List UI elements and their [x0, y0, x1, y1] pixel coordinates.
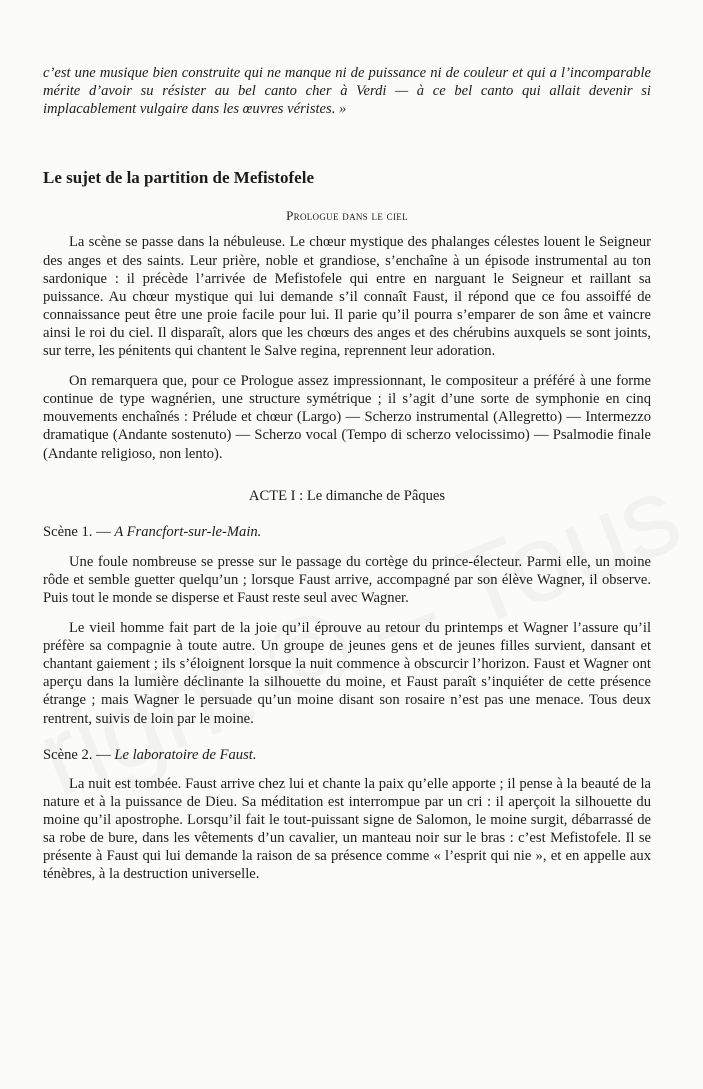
quote-paragraph: c’est une musique bien construite qui ne manque ni de puissance ni de couleur et qui a l’incomparable mérite d’avoir su résister au bel canto cher à Verdi — à ce bel canto qui allait devenir si implacablement vulgaire dans les œuvres véristes. » — [43, 65, 651, 118]
scene-1-place: A Francfort-sur-le-Main. — [114, 523, 262, 540]
scene-1-paragraph-2: Le vieil homme fait part de la joie qu’il éprouve au retour du printemps et Wagner l’assure qu’il préfère sa compagnie à toute autre. Un groupe de jeunes gens et de jeunes filles survient, dansant et chantant gaiement ; ils s’éloignent lorsque la nuit commence à obscurcir l’horizon. Faust et Wagner ont aperçu dans la lumière déclinante la silhouette du moine, et Faust paraît s’inquiéter de cette présence étrange ; mais Wagner le persuade qu’un moine disant son rosaire n’est pas une menace. Tous deux rentrent, suivis de loin par le moine. — [43, 620, 651, 727]
scene-1-paragraph-1: Une foule nombreuse se presse sur le passage du cortège du prince-électeur. Parmi elle, un moine rôde et semble guetter quelqu’un ; lorsque Faust arrive, accompagné par son élève Wagner, il observe. Puis tout le monde se disperse et Faust reste seul avec Wagner. — [43, 553, 651, 606]
section-title: Le sujet de la partition de Mefistofele — [43, 168, 314, 188]
scene-1-heading — [43, 523, 651, 541]
scene-2-label: Scène 2. — — [43, 746, 115, 763]
scene-2-place: Le laboratoire de Faust. — [114, 746, 257, 763]
prologue-paragraph-2: On remarquera que, pour ce Prologue assez impressionnant, le compositeur a préféré à une forme continue de type wagnérien, une structure symétrique ; il s’agit d’une sorte de symphonie en cinq mouvements enchaînés : Prélude et chœur (Largo) — Scherzo instrumental (Allegretto) — Intermezzo dramatique (Andante sostenuto) — Scherzo vocal (Tempo di scherzo velocissimo) — Psalmodie finale (Andante religioso, non lento). — [43, 373, 651, 462]
scene-2-heading — [43, 746, 651, 764]
document-page — [43, 64, 651, 883]
scene-2-paragraph-1: La nuit est tombée. Faust arrive chez lui et chante la paix qu’elle apporte ; il pense à la beauté de la nature et à la puissance de Dieu. Sa méditation est interrompue par un cri : il aperçoit la silhouette du moine qu’il apostrophe. Lorsqu’il fait le tout-puissant signe de Salomon, le moine surgit, débarrassé de sa robe de bure, dans les vêtements d’un cavalier, un manteau noir sur le bras : c’est Mefistofele. Il se présente à Faust qui lui demande la raison de sa présence comme « l’esprit qui nie », et en appelle aux ténèbres, à la destruction universelle. — [43, 775, 651, 883]
scene-1-label: Scène 1. — — [43, 523, 115, 540]
prologue-title: Prologue dans le ciel — [286, 208, 408, 224]
prologue-paragraph-1: La scène se passe dans la nébuleuse. Le chœur mystique des phalanges célestes louent le Seigneur des anges et des saints. Leur prière, noble et grandiose, s’enchaîne à un épisode instrumental au ton sardonique : il précède l’arrivée de Mefistofele qui entre en narguant le Seigneur et raillant sa puissance. Au chœur mystique qui lui demande s’il connaît Faust, il répond que ce fou assoiffé de connaissance peut être une proie facile pour lui. Il parie qu’il pourra s’emparer de son âme et vaincre ainsi le roi du ciel. Il disparaît, alors que les chœurs des anges et des chérubins auxquels se sont joints, sur terre, les pénitents qui chantent le Salve regina, reprennent leur adoration. — [43, 234, 651, 360]
act-title: ACTE I : Le dimanche de Pâques — [248, 487, 446, 504]
